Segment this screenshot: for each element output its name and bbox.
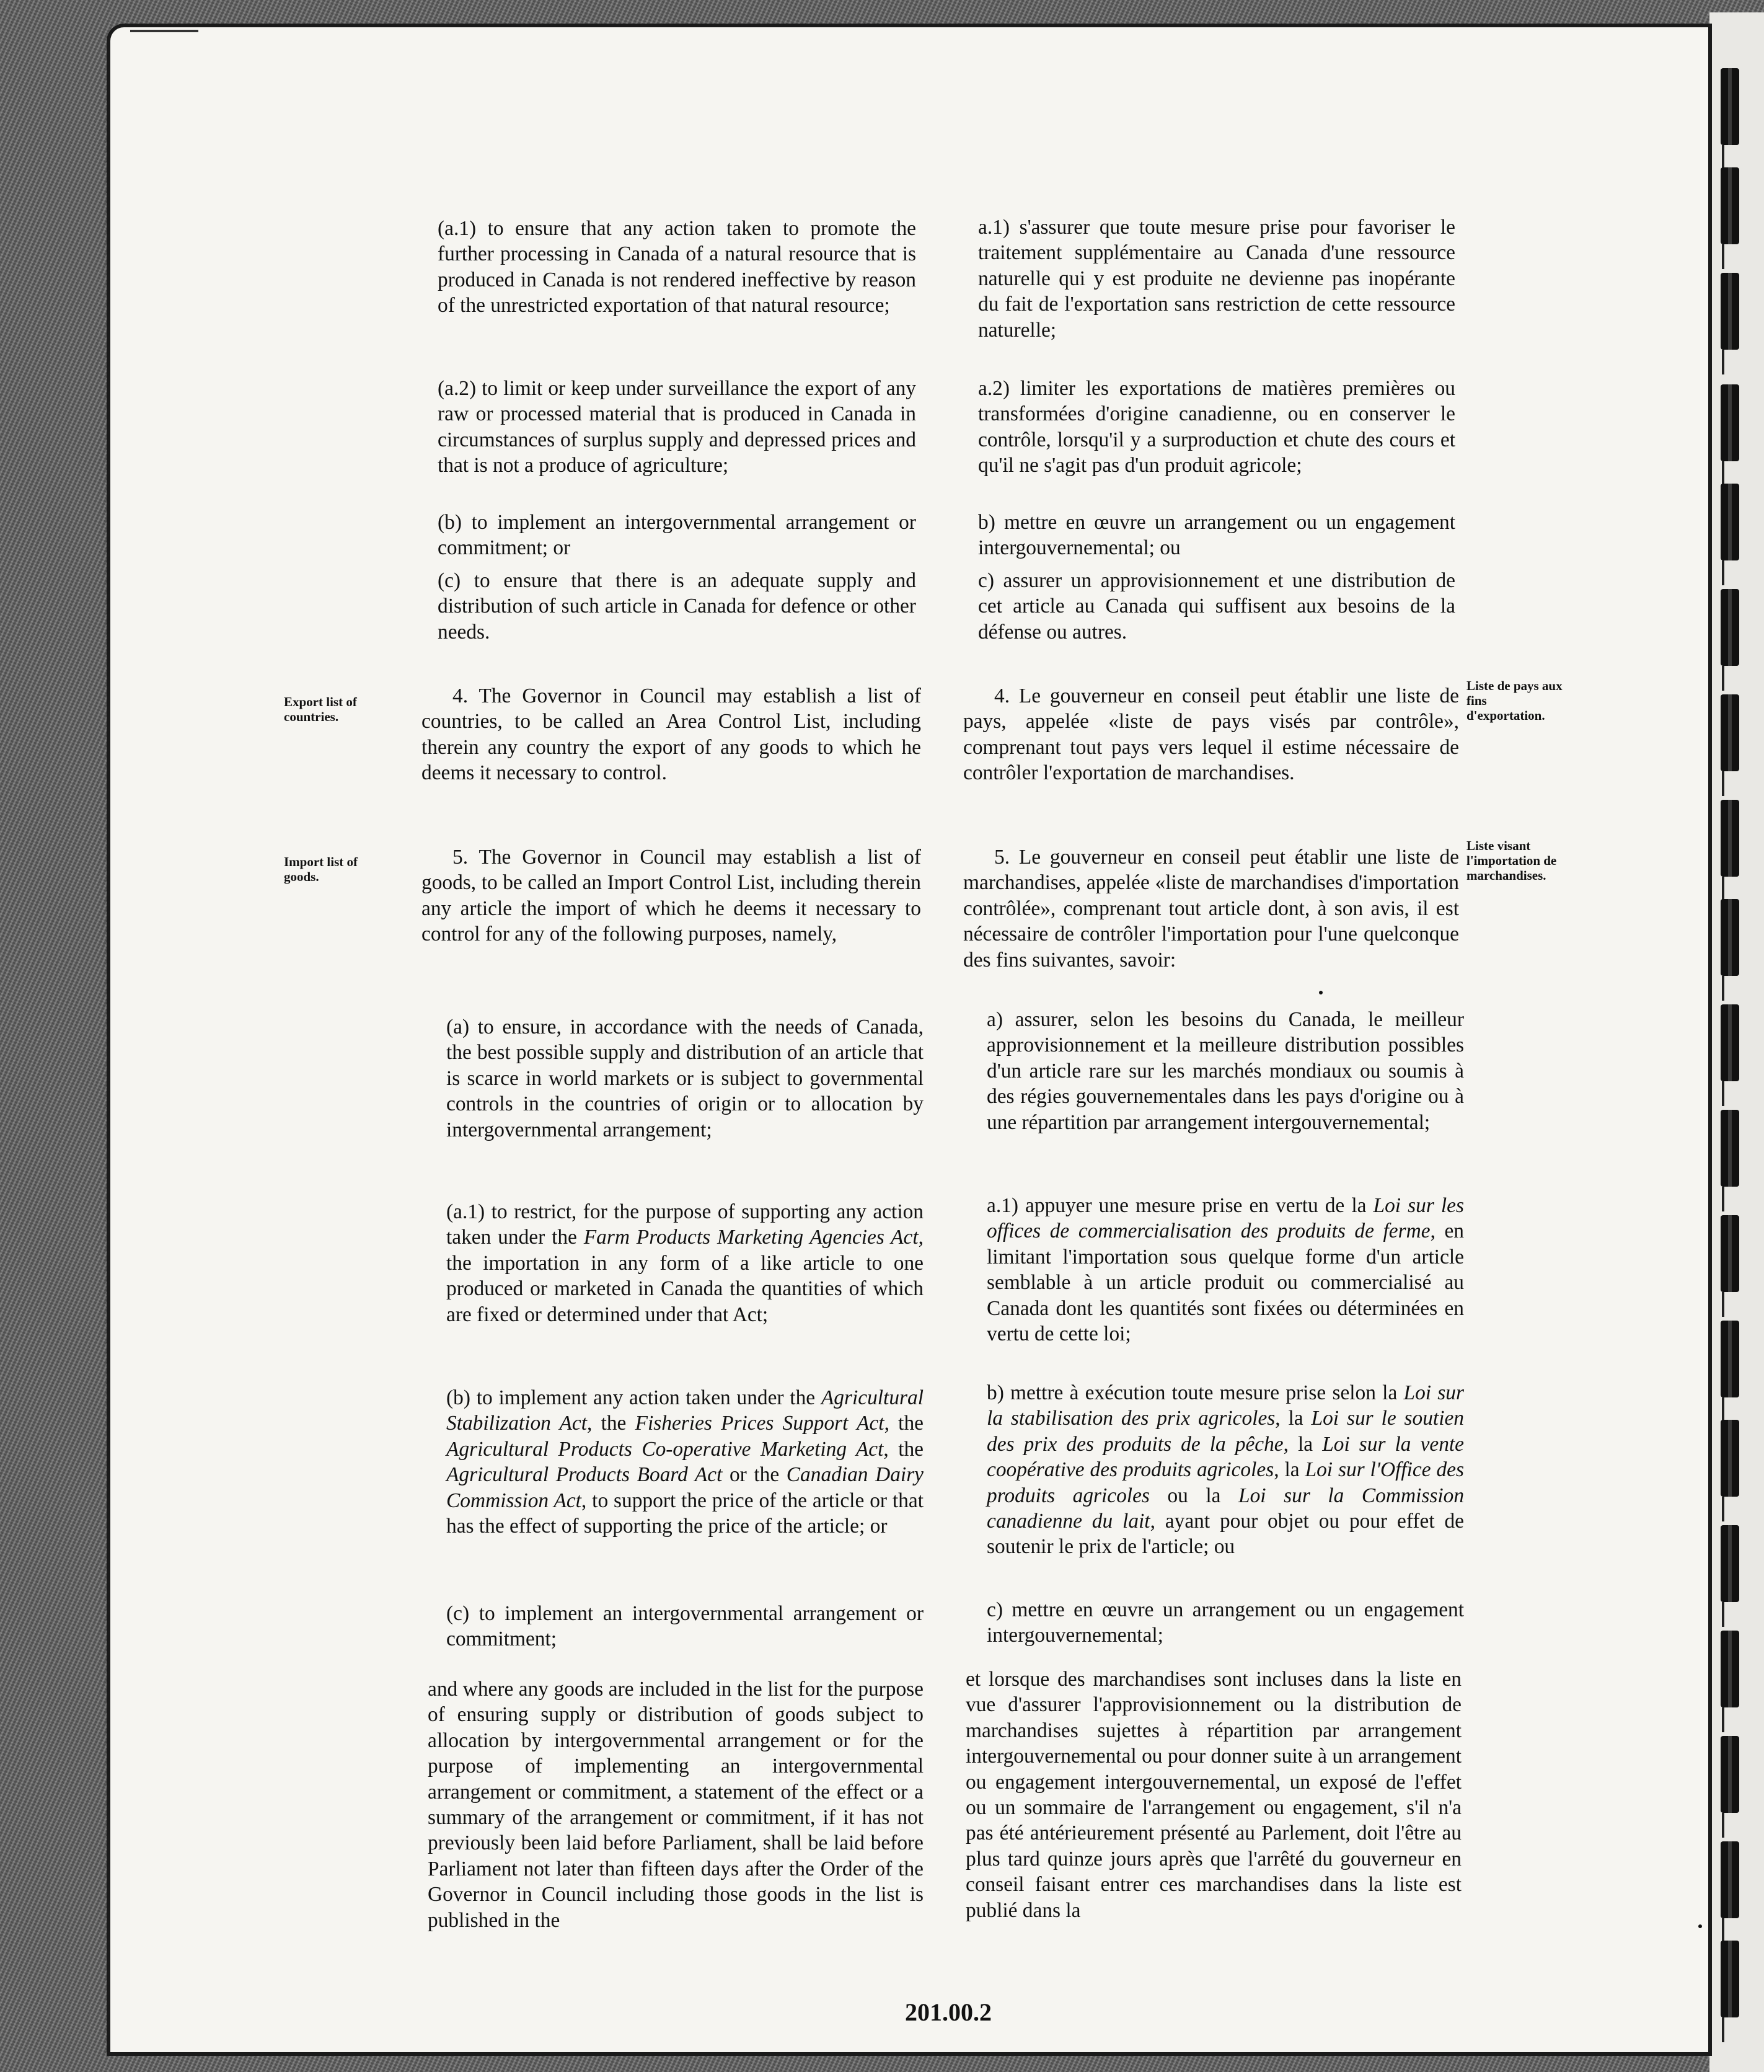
text-run: , ayant pour objet ou pour effet de soutenir le prix de l'article; ou — [987, 1510, 1464, 1559]
right-para-a1: a.1) s'assurer que toute mesure prise pour favoriser le traitement supplémentaire au Canada d'une ressource naturelle qui y est produite ne devienne pas inopérante du fait de l'exportation sans restriction de cette ressource naturelle; — [978, 216, 1455, 342]
right-para-5a1 — [987, 1193, 1464, 1347]
binding-ring-line — [1722, 350, 1724, 374]
act-title: Farm Products Marketing Agencies Act — [583, 1226, 919, 1249]
right-para-c: c) assurer un approvisionnement et une distribution de cet article au Canada qui suffisent aux besoins de la défense ou autres. — [978, 569, 1455, 644]
text-run: , the — [883, 1437, 924, 1461]
text-run: , la — [1274, 1458, 1305, 1482]
binding-ring — [1721, 899, 1739, 976]
binding-ring — [1721, 68, 1739, 145]
text-run: , la — [1283, 1432, 1323, 1456]
text-run: (b) to implement any action taken under the — [446, 1386, 821, 1409]
text-run: , la — [1275, 1407, 1312, 1430]
left-para-c: (c) to ensure that there is an adequate supply and distribution of such article in Canada for defence or other needs. — [438, 569, 916, 644]
margin-note-liste-pays: Liste de pays aux fins d'exportation. — [1466, 678, 1563, 723]
binding-ring-line — [1722, 145, 1724, 170]
margin-note-import-list: Import list of goods. — [284, 854, 358, 884]
left-para-5a: (a) to ensure, in accordance with the needs of Canada, the best possible supply and distribution of an article that is scarce in world markets or is subject to governmental controls in the countries of origin or to allocation by intergovernmental arrangement; — [446, 1016, 924, 1141]
binding-ring-line — [1722, 560, 1724, 585]
binding-ring — [1721, 1631, 1739, 1707]
margin-note-export-list: Export list of countries. — [284, 694, 357, 724]
left-para-a1: (a.1) to ensure that any action taken to promote the further processing in Canada of a natural resource that is produced in Canada is not rendered ineffective by reason of the unrestricted exportation of that natural resource; — [438, 217, 916, 317]
binding-ring-line — [1722, 771, 1724, 796]
binding-ring — [1721, 273, 1739, 350]
binding-ring — [1721, 1841, 1739, 1918]
binding-ring-line — [1722, 1187, 1724, 1211]
right-section-4: 4. Le gouverneur en conseil peut établir une liste de pays, appelée «liste de pays visés par contrôle», comprenant tout pays vers lequel il estime nécessaire de contrôler l'exportation de marchandises. — [963, 684, 1459, 785]
binding-ring-line — [1722, 1918, 1724, 1943]
left-para-b: (b) to implement an intergovernmental arrangement or commitment; or — [438, 511, 916, 560]
binding-ring-line — [1722, 1081, 1724, 1106]
text-run: or the — [722, 1463, 787, 1487]
left-para-5a1 — [446, 1199, 924, 1327]
binding-ring-line — [1722, 461, 1724, 486]
text-run: (a.1) to restrict, for the purpose of supporting any action taken under the — [446, 1200, 924, 1249]
page-number: 201.00.2 — [905, 1998, 992, 2026]
text-run: ou la — [1149, 1484, 1239, 1507]
binding-ring-line — [1722, 244, 1724, 269]
text-run: a.1) appuyer une mesure prise en vertu de la — [987, 1194, 1374, 1217]
scan-speck — [1698, 1924, 1702, 1928]
right-section-5: 5. Le gouverneur en conseil peut établir une liste de marchandises, appelée «liste de marchandises d'importation contrôlée», comprenant tout article dont, à son avis, il est nécessaire de contrôler l'importation pour l'une quelconque des fins suivantes, savoir: — [963, 846, 1459, 972]
binding-ring — [1721, 1321, 1739, 1397]
act-title: Loi sur la stabilisation des prix agricoles — [987, 1381, 1464, 1430]
binding-ring — [1721, 1941, 1739, 2017]
binding-ring-line — [1722, 877, 1724, 901]
margin-note-liste-importation: Liste visant l'importation de marchandises. — [1466, 838, 1557, 883]
left-section-4: 4. The Governor in Council may establish a list of countries, to be called an Area Control List, including therein any country the export of any goods to which he deems it necessary to control. — [421, 684, 921, 785]
binding-ring — [1721, 589, 1739, 666]
binding-ring — [1721, 1110, 1739, 1187]
scan-mark — [130, 30, 198, 32]
binding-ring — [1721, 167, 1739, 244]
binding-ring — [1721, 1736, 1739, 1813]
right-para-5c: c) mettre en œuvre un arrangement ou un engagement intergouvernemental; — [987, 1598, 1464, 1647]
act-title: Loi sur l'Office des produits agricoles — [987, 1458, 1464, 1507]
act-title: Loi sur la Commission canadienne du lait — [987, 1484, 1465, 1533]
act-title: Loi sur la vente coopérative des produits agricoles — [987, 1432, 1465, 1482]
left-para-a2: (a.2) to limit or keep under surveillance the export of any raw or processed material that is produced in Canada in circumstances of surplus supply and depressed prices and that is not a produce of agriculture; — [438, 377, 916, 477]
text-run: , the — [586, 1412, 635, 1435]
binding-ring-line — [1722, 1497, 1724, 1521]
left-closing-para: and where any goods are included in the list for the purpose of ensuring supply or distribution of goods subject to allocation by intergovernmental arrangement or for the purpose of implementing an intergovernmental arrangement or commitment, a statement of the effect or a summary of the arrangement or commitment, if it has not previously been laid before Parliament, shall be laid before Parliament not later than fifteen days after the Order of the Governor in Council including those goods in the list is published in the — [428, 1678, 924, 1932]
text-run: b) mettre à exécution toute mesure prise selon la — [987, 1381, 1404, 1404]
binding-ring-line — [1722, 1813, 1724, 1838]
text-run: , to support the price of the article or that has the effect of supporting the price of the article; or — [446, 1489, 924, 1538]
binding-ring — [1721, 1215, 1739, 1292]
right-para-a2: a.2) limiter les exportations de matières premières ou transformées d'origine canadienne, ou en conserver le contrôle, lorsqu'il y a surproduction et chute des cours et qu'il ne s'agit pas d'un produit agricole; — [978, 377, 1455, 477]
binding-ring — [1721, 1420, 1739, 1497]
text-run: , en limitant l'importation sous quelque forme d'un article semblable à un article produit ou commercialisé au Canada dont les quantités sont fixées ou déterminées en vertu de cette loi; — [987, 1220, 1464, 1346]
left-para-5b — [446, 1385, 924, 1539]
text-run: , the importation in any form of a like article to one produced or marketed in Canada the quantities of which are fixed or determined under that Act; — [446, 1226, 924, 1326]
right-closing-para: et lorsque des marchandises sont incluses dans la liste en vue d'assurer l'approvisionnement ou la distribution de marchandises sujettes à répartition par arrangement intergouvernemental ou pour donner suite à un arrangement ou engagement intergouvernemental, un exposé de l'effet ou un sommaire de l'arrangement ou engagement, s'il n'a pas été antérieurement présenté au Parlement, doit l'être au plus tard quinze jours après que l'arrêté du gouverneur en conseil faisant entrer ces marchandises dans la liste est publié dans la — [966, 1668, 1462, 1922]
right-para-5b — [987, 1380, 1464, 1560]
binding-ring-line — [1722, 976, 1724, 1001]
act-title: Fisheries Prices Support Act — [635, 1412, 884, 1435]
binding-ring — [1721, 484, 1739, 560]
binding-ring — [1721, 1525, 1739, 1602]
act-title: Agricultural Products Co-operative Marketing Act — [446, 1437, 884, 1461]
binding-ring-line — [1722, 666, 1724, 691]
scan-speck — [1319, 991, 1323, 994]
right-para-5a: a) assurer, selon les besoins du Canada, le meilleur approvisionnement et la meilleure distribution possibles d'un article rare sur les marchés mondiaux ou soumis à des régies gouvernementales dans les pays d'origine ou à une répartition par arrangement intergouvernemental; — [987, 1008, 1464, 1134]
binding-ring — [1721, 694, 1739, 771]
text-run: , the — [884, 1412, 924, 1435]
binding-ring — [1721, 800, 1739, 877]
binding-ring-line — [1722, 1397, 1724, 1422]
right-para-b: b) mettre en œuvre un arrangement ou un engagement intergouvernemental; ou — [978, 511, 1455, 560]
binding-ring-line — [1722, 2017, 1724, 2042]
act-title: Canadian Dairy Commission Act — [446, 1463, 924, 1512]
act-title: Agricultural Stabilization Act — [446, 1386, 924, 1435]
left-section-5: 5. The Governor in Council may establish a list of goods, to be called an Import Control List, including therein any article the import of which he deems it necessary to control for any of the following purposes, namely, — [421, 846, 921, 946]
left-para-5c: (c) to implement an intergovernmental arrangement or commitment; — [446, 1602, 924, 1651]
binding-ring-line — [1722, 1602, 1724, 1627]
binding-ring — [1721, 1004, 1739, 1081]
binding-ring-line — [1722, 1707, 1724, 1732]
act-title: Loi sur le soutien des prix des produits de la pêche — [987, 1407, 1464, 1456]
act-title: Loi sur les offices de commercialisation des produits de ferme — [987, 1194, 1464, 1243]
act-title: Agricultural Products Board Act — [446, 1463, 723, 1487]
binding-ring — [1721, 384, 1739, 461]
binding-ring-line — [1722, 1292, 1724, 1317]
